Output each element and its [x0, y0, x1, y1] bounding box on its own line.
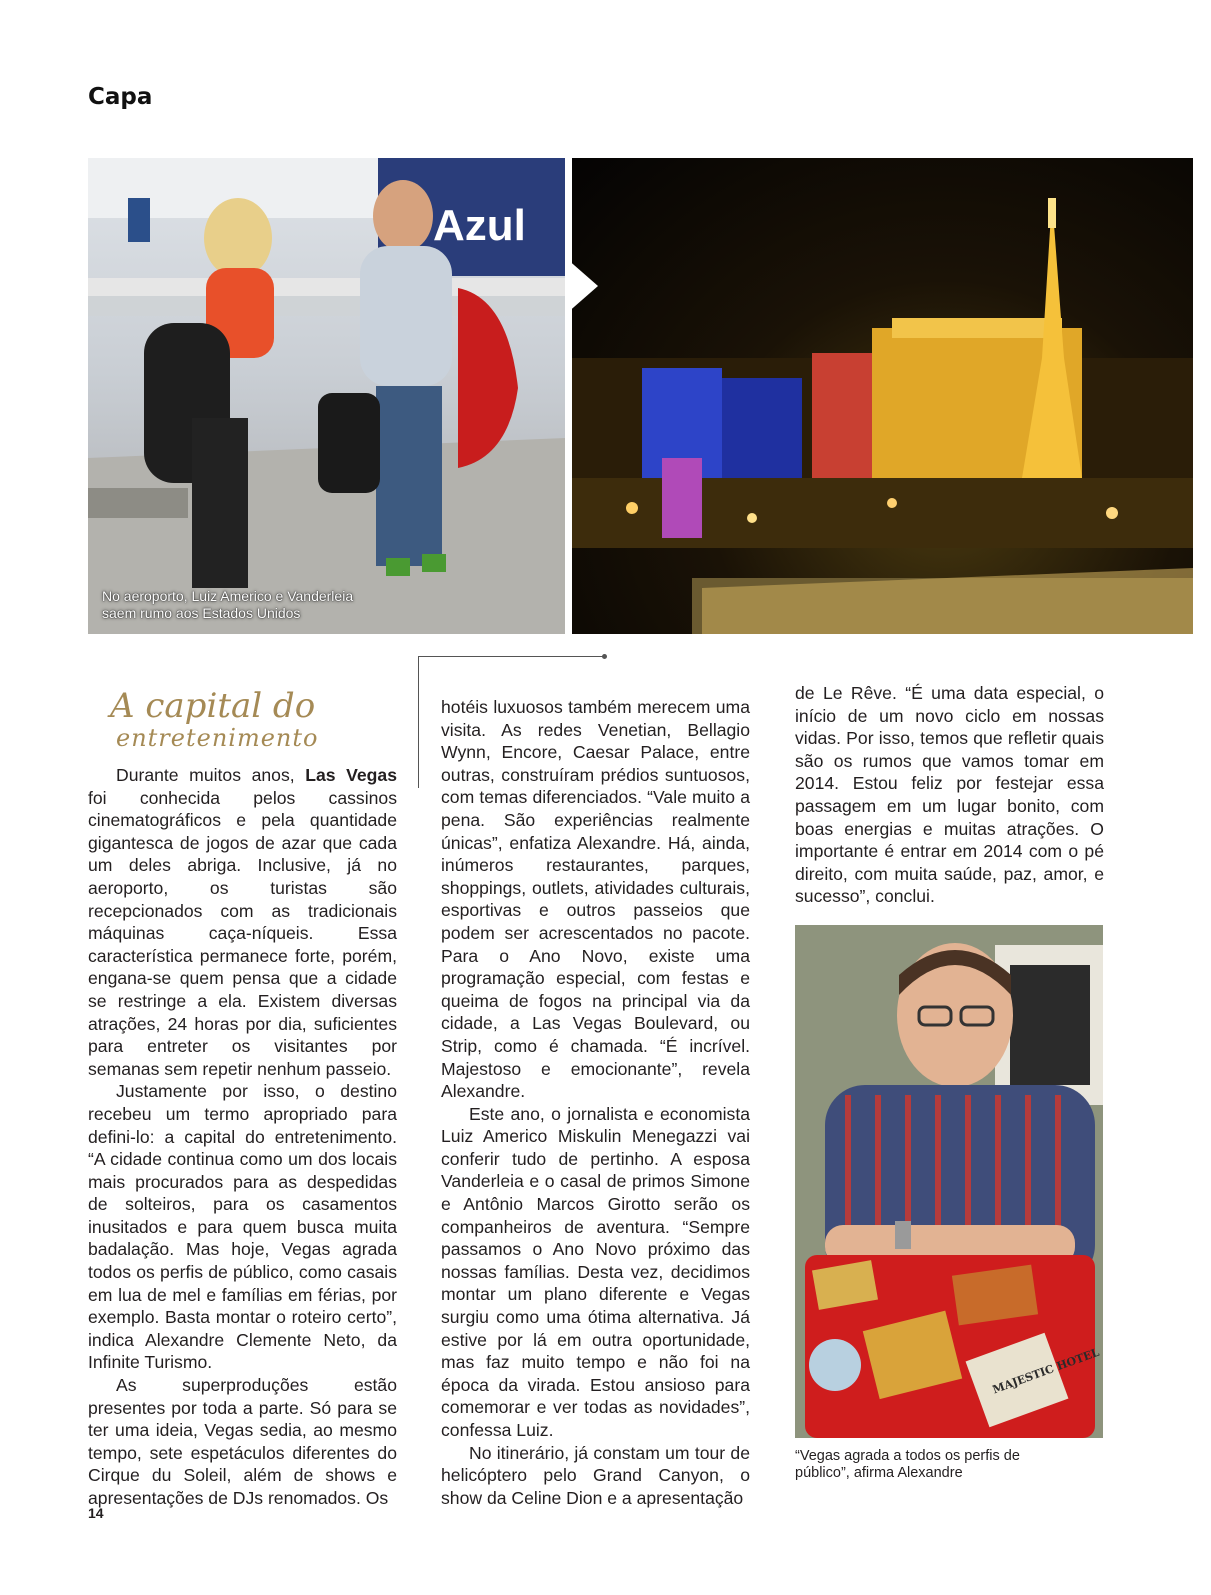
article-heading: [110, 686, 410, 754]
las-vegas-illustration: [572, 158, 1193, 634]
paragraph-1: [88, 764, 397, 1080]
connector-dot: [602, 654, 607, 659]
paragraph-5-start: No itinerário, já constam um tour de helicóptero pelo Grand Canyon, o show da Celine Dion e a apresentação: [441, 1442, 750, 1508]
portrait-photo: [795, 925, 1103, 1438]
portrait-caption-line1: “Vegas agrada a todos os perfis de: [795, 1448, 1020, 1464]
connector-line-vertical: [418, 656, 419, 788]
connector-line-horizontal: [418, 656, 604, 657]
article-column-3: [795, 682, 1104, 908]
paragraph-2: Justamente por isso, o destino recebeu um termo apropriado para defini-lo: a capital do entretenimento. “A cidade continua como um dos locais mais procurados para as despedidas de solteiros, para os casamentos inusitados e para quem busca muita badalação. Mas hoje, Vegas agrada todos os perfis de público, como casais em lua de mel e famílias em férias, por exemplo. Basta montar o roteiro certo”, indica Alexandre Clemente Neto, da Infinite Turismo.: [88, 1081, 397, 1373]
sticker-text: MAJESTIC HOTEL: [990, 1345, 1101, 1397]
page-number: 14: [88, 1505, 104, 1521]
p1-pre: Durante muitos anos,: [116, 765, 306, 785]
portrait-caption-line2: público”, afirma Alexandre: [795, 1465, 963, 1481]
article-column-1: [88, 764, 397, 1510]
airport-caption: [102, 588, 422, 622]
airport-caption-line2: saem rumo aos Estados Unidos: [102, 605, 301, 621]
paragraph-5-continued: de Le Rêve. “É uma data especial, o início de um novo ciclo em nossas vidas. Por isso, temos que refletir quais são os rumos que vamos tomar em 2014. Estou feliz por festejar essa passagem em um lugar bonito, com boas energias e muitas atrações. O importante é entrar em 2014 com o pé direito, com muita saúde, paz, amor, e sucesso”, conclui.: [795, 683, 1104, 907]
airport-caption-line1: No aeroporto, Luiz Americo e Vanderleia: [102, 588, 354, 604]
heading-line1: A capital do: [110, 686, 316, 726]
p1-post: foi conhecida pelos cassinos cinematográficos e pela quantidade gigantesca de jogos de azar que cada um deles abriga. Inclusive, já no aeroporto, os turistas são recepcionados com as tradicionais máquinas caça-níqueis. Essa característica permanece forte, porém, engana-se quem pensa que a cidade se restringe a ela. Existem diversas atrações, 24 horas por dia, suficientes para entreter os visitantes por semanas sem repetir nenhum passeio.: [88, 787, 397, 1079]
heading-line2: entretenimento: [116, 724, 319, 752]
portrait-caption: [795, 1448, 1095, 1482]
las-vegas-night-photo: [572, 158, 1193, 634]
paragraph-3-continued: hotéis luxuosos também merecem uma visita. As redes Venetian, Bellagio Wynn, Encore, Caesar Palace, entre outras, construíram prédios suntuosos, com temas diferenciados. “Vale muito a pena. São experiências realmente únicas”, enfatiza Alexandre. Há, ainda, inúmeros restaurantes, parques, shoppings, outlets, atividades culturais, esportivas e outros passeios que podem ser acrescentados no pacote. Para o Ano Novo, existe uma programação especial, com festas e queima de fogos na principal via da cidade, a Las Vegas Boulevard, ou Strip, como é chamada. “É incrível. Majestoso e emocionante”, revela Alexandre.: [441, 697, 750, 1102]
paragraph-3-start: As superproduções estão presentes por toda a parte. Só para se ter uma ideia, Vegas sedia, ao mesmo tempo, sete espetáculos diferentes do Cirque du Soleil, além de shows e apresentações de DJs renomados. Os: [88, 1375, 397, 1508]
photo-divider-arrow: [566, 258, 598, 314]
paragraph-4: Este ano, o jornalista e economista Luiz Americo Miskulin Menegazzi vai conferir tudo de pertinho. A esposa Vanderleia e o casal de primos Simone e Antônio Marcos Girotto serão os companheiros de aventura. “Sempre passamos o Ano Novo próximo das nossas famílias. Desta vez, decidimos montar um plano diferente e Vegas surgiu como uma ótima alternativa. Já estive por lá em outra oportunidade, mas faz muito tempo e não foi na época da virada. Estou ansioso para comemorar e ver todas as novidades”, confessa Luiz.: [441, 1103, 750, 1440]
article-column-2: [441, 696, 750, 1509]
section-label: Capa: [88, 84, 153, 110]
airport-sign-text: Azul: [433, 201, 526, 250]
airport-photo-illustration: [88, 158, 565, 634]
p1-bold: Las Vegas: [305, 765, 397, 785]
airport-photo: [88, 158, 565, 634]
portrait-illustration: [795, 925, 1103, 1438]
